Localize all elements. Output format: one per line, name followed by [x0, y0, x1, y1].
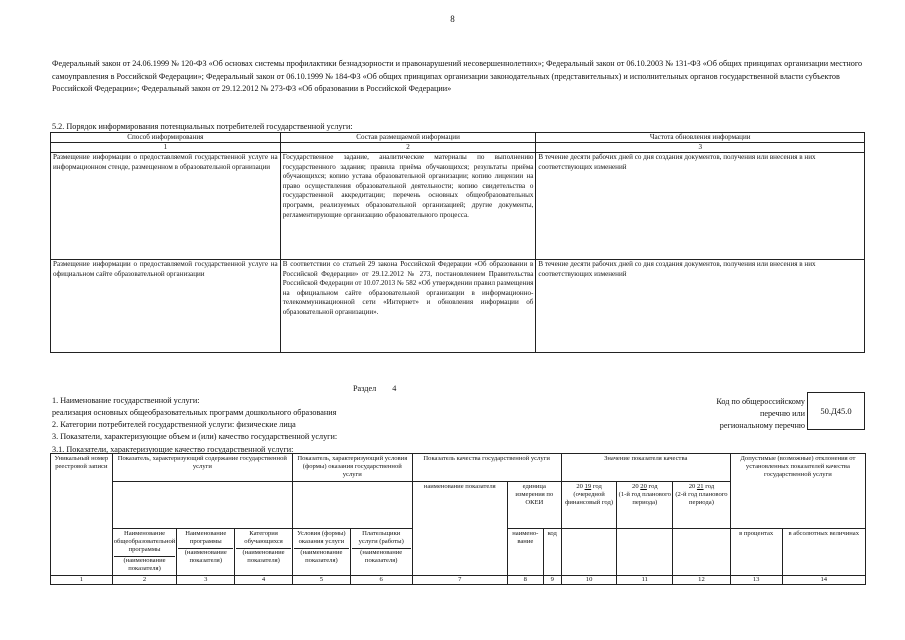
indicator-placeholder: (наименование показателя)	[294, 548, 349, 565]
col-number: 3	[177, 575, 235, 584]
info-frequency: В течение десяти рабочих дней со дня создания документов, получения или внесения в них соответствующих изменений	[536, 260, 865, 353]
information-table	[50, 132, 865, 353]
col-number: 2	[112, 575, 177, 584]
info-content: В соответствии со статьей 29 закона Российской Федерации «Об образовании в Российской Федерации» от 29.12.2012 № 273, постановлением Правительства Российской Федерации от 10.07.2013 № 582 «Об утверждении правил размещения на официальном сайте образовательной организации в информационно-телекоммуникационной сети «Интернет» и обновления информации об образовательной организации».	[280, 260, 536, 353]
absolute-header: в абсолютных величинах	[782, 528, 865, 575]
col-number: 7	[412, 575, 507, 584]
year-suffix: 19	[584, 482, 592, 490]
indicator-placeholder: (наименование показателя)	[114, 556, 176, 573]
col-number: 3	[536, 143, 865, 153]
consumer-category: 2. Категории потребителей государственной услуги: физические лица	[52, 420, 296, 429]
year-word: год	[592, 482, 602, 490]
info-content: Государственное задание, аналитические материалы по выполнению государственного задания; правила приёма обучающихся; результаты приёма обучающихся; копию устава образовательной организации; копию лицензии на право осуществления образовательной деятельности; копию свидетельства о государственной аккредитации; перечень основных общеобразовательных программ, реализуемых образовательной организацией; другие документы, регламентирующие организацию образовательного процесса.	[280, 153, 536, 260]
law-references: Федеральный закон от 24.06.1999 № 120-ФЗ «Об основах системы профилактики безнадзорности и правонарушений несовершеннолетних»; Федеральный закон от 06.10.2003 № 131-ФЗ «Об общих принципах организации местного самоуправления в Российской Федерации»; Федеральный закон от 06.10.1999 № 184-ФЗ «Об общих принципах организации законодательных (представительных) и исполнительных органов государственной власти субъектов Российской Федерации»; Федеральный закон от 29.12.2012 № 273-ФЗ «Об образовании в Российской Федерации»	[52, 59, 863, 93]
content-indicator-body	[112, 481, 292, 528]
unit-header: единица измерения по ОКЕИ	[507, 481, 561, 528]
value-header: Значение показателя качества	[561, 454, 730, 482]
quality-table-header-row	[51, 454, 866, 482]
col-number: 1	[51, 575, 113, 584]
col-number: 13	[730, 575, 782, 584]
col-number: 8	[507, 575, 543, 584]
section-heading: Раздел 4	[353, 384, 397, 393]
table-row	[51, 153, 865, 260]
col-number: 5	[292, 575, 350, 584]
code-label	[640, 396, 805, 432]
year1-body	[561, 528, 617, 575]
year-suffix: 20	[640, 482, 647, 490]
content-indicator-header: Показатель, характеризующий содержание государственной услуги	[112, 454, 292, 482]
info-table-number-row	[51, 143, 865, 153]
unique-number-header: Уникальный номер реестровой записи	[51, 454, 113, 576]
indicator-placeholder: (наименование показателя)	[236, 548, 291, 565]
quality-indicator-header: Показатель качества государственной услуги	[412, 454, 561, 482]
page-number: 8	[450, 14, 455, 24]
payment-header	[350, 528, 412, 575]
service-name-value: реализация основных общеобразовательных программ дошкольного образования	[52, 408, 337, 417]
col-number: 6	[350, 575, 412, 584]
year1-header	[561, 481, 617, 528]
year3-body	[673, 528, 731, 575]
year-prefix: 20	[688, 482, 696, 490]
table-row	[51, 260, 865, 353]
conditions-header	[292, 528, 350, 575]
percent-header: в процентах	[730, 528, 782, 575]
section-5-2-title: 5.2. Порядок информирования потенциальных потребителей государственной услуги:	[52, 122, 353, 131]
col-number: 9	[543, 575, 561, 584]
year2-header	[617, 481, 673, 528]
deviation-header: Допустимые (возможные) отклонения от установленных показателей качества государственной услуги	[730, 454, 865, 529]
info-method: Размещение информации о предоставляемой государственной услуге на официальном сайте образовательной организации	[51, 260, 281, 353]
sub-label: Условия (формы) оказания услуги	[297, 529, 346, 545]
year-word: год	[705, 482, 715, 490]
code-value-box: 50.Д45.0	[807, 392, 865, 430]
code-label-line: перечню или	[759, 409, 805, 418]
sub-label: Наименование общеобразовательной программы	[113, 529, 176, 554]
conditions-indicator-header: Показатель, характеризующий условия (формы) оказания государственной услуги	[292, 454, 412, 482]
sub-label: Плательщики услуги (работы)	[358, 529, 404, 545]
unit-code-header: код	[543, 528, 561, 575]
year2-body	[617, 528, 673, 575]
code-label-line: Код по общероссийскому	[716, 397, 805, 406]
indicator-placeholder: (наименование показателя)	[178, 548, 233, 565]
info-frequency: В течение десяти рабочих дней со дня создания документов, получения или внесения в них соответствующих изменений	[536, 153, 865, 260]
year-desc: (2-й год планового периода)	[675, 490, 728, 507]
sub-label: Наименование программы	[185, 529, 227, 545]
info-method: Размещение информации о предоставляемой государственной услуге на информационном стенде, размещенном в образовательной организации	[51, 153, 281, 260]
sub-label: Категория обучающихся	[244, 529, 283, 545]
col-number: 12	[673, 575, 731, 584]
indicator-name-header: наименование показателя	[412, 481, 507, 575]
year-desc: (1-й год планового периода)	[618, 490, 671, 507]
year3-header	[673, 481, 731, 528]
programs-header	[177, 528, 235, 575]
conditions-indicator-body	[292, 481, 412, 528]
col-number: 11	[617, 575, 673, 584]
year-suffix: 21	[696, 482, 704, 490]
year-prefix: 20	[632, 482, 639, 490]
col-number: 10	[561, 575, 617, 584]
service-name-label: 1. Наименование государственной услуги:	[52, 396, 200, 405]
col-number: 14	[782, 575, 865, 584]
quality-table	[50, 453, 866, 585]
header-frequency: Частота обновления информации	[536, 133, 865, 143]
code-label-line: региональному перечню	[719, 421, 805, 430]
header-method: Способ информирования	[51, 133, 281, 143]
program-name-header	[112, 528, 177, 575]
category-header	[235, 528, 293, 575]
year-prefix: 20	[576, 482, 583, 490]
header-content: Состав размещаемой информации	[280, 133, 536, 143]
indicator-placeholder: (наименование показателя)	[352, 548, 411, 565]
indicators-3-1-title: 3.1. Показатели, характеризующие качество государственной услуги:	[52, 445, 294, 454]
col-number: 1	[51, 143, 281, 153]
quality-table-number-row	[51, 575, 866, 584]
col-number: 2	[280, 143, 536, 153]
col-number: 4	[235, 575, 293, 584]
indicators-title: 3. Показатели, характеризующие объем и (или) качество государственной услуги:	[52, 432, 338, 441]
unit-name-header: наимено-вание	[507, 528, 543, 575]
year-word: год	[648, 482, 658, 490]
year-desc: (очередной финансовый год)	[565, 490, 614, 507]
info-table-header-row	[51, 133, 865, 143]
